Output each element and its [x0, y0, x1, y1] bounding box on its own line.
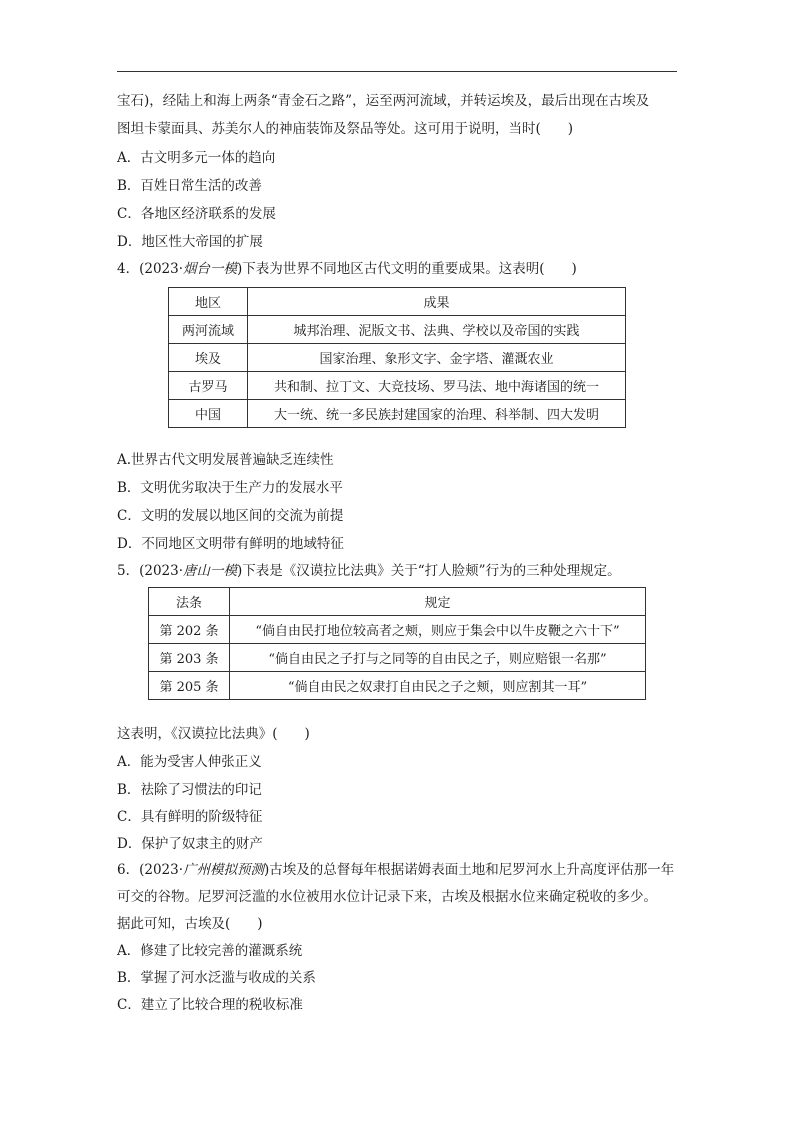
table-row	[169, 400, 626, 428]
table-header-cell: 成果	[248, 288, 626, 316]
table-cell: 中国	[169, 400, 248, 428]
header-rule	[117, 71, 677, 72]
table-cell: 大一统、统一多民族封建国家的治理、科举制、四大发明	[248, 400, 626, 428]
q4-number: 4．(2023·	[117, 261, 184, 277]
q3-stem-line-2: 图坦卡蒙面具、苏美尔人的神庙装饰及祭品等处。这可用于说明，当时( )	[117, 121, 574, 137]
q6-option-b: B．掌握了河水泛滥与收成的关系	[117, 970, 316, 986]
q5-option-b: B．祛除了习惯法的印记	[117, 782, 262, 798]
q4-option-d: D．不同地区文明带有鲜明的地域特征	[117, 536, 344, 552]
table-header-cell: 法条	[149, 588, 230, 616]
q6-option-c: C．建立了比较合理的税收标准	[117, 997, 303, 1013]
table-cell: “倘自由民之奴隶打自由民之子之颊，则应割其一耳”	[230, 672, 646, 700]
table-row	[149, 644, 646, 672]
table-header-cell: 地区	[169, 288, 248, 316]
q5-number: 5．(2023·	[117, 563, 184, 579]
q5-source: 唐山一模	[183, 563, 238, 579]
q3-option-c: C．各地区经济联系的发展	[117, 206, 276, 222]
table-header-row	[169, 288, 626, 316]
table-cell: 共和制、拉丁文、大竞技场、罗马法、地中海诸国的统一	[248, 372, 626, 400]
q5-option-a: A．能为受害人伸张正义	[117, 754, 262, 770]
q6-stem	[117, 860, 674, 880]
q5-question-line: 这表明，《汉谟拉比法典》( )	[117, 726, 310, 742]
q4-text: )下表为世界不同地区古代文明的重要成果。这表明( )	[237, 261, 577, 277]
q4-option-a: A.世界古代文明发展普遍缺乏连续性	[117, 452, 334, 468]
table-cell: 国家治理、象形文字、金字塔、灌溉农业	[248, 344, 626, 372]
q4-option-b: B．文明优劣取决于生产力的发展水平	[117, 480, 343, 496]
table-header-cell: 规定	[230, 588, 646, 616]
table-cell: 第 203 条	[149, 644, 230, 672]
q6-stem-line-3: 据此可知，古埃及( )	[117, 916, 263, 932]
q6-text: )古埃及的总督每年根据诺姆表面土地和尼罗河水上升高度评估那一年	[264, 862, 675, 878]
table-row	[169, 316, 626, 344]
q5-stem	[117, 561, 621, 581]
table-cell: “倘自由民打地位较高者之颊，则应于集会中以牛皮鞭之六十下”	[230, 616, 646, 644]
table-row	[149, 616, 646, 644]
q4-stem	[117, 259, 577, 279]
table-cell: 埃及	[169, 344, 248, 372]
q3-option-d: D．地区性大帝国的扩展	[117, 234, 263, 250]
q3-option-b: B．百姓日常生活的改善	[117, 178, 262, 194]
table-cell: 古罗马	[169, 372, 248, 400]
q6-source: 广州模拟预测	[183, 862, 265, 878]
q6-stem-line-2: 可交的谷物。尼罗河泛滥的水位被用水位计记录下来，古埃及根据水位来确定税收的多少。	[117, 889, 657, 905]
q5-text: )下表是《汉谟拉比法典》关于“打人脸颊”行为的三种处理规定。	[237, 563, 621, 579]
q3-option-a: A．古文明多元一体的趋向	[117, 150, 276, 166]
table-cell: 第 205 条	[149, 672, 230, 700]
q4-option-c: C．文明的发展以地区间的交流为前提	[117, 508, 344, 524]
table-row	[149, 672, 646, 700]
q6-option-a: A．修建了比较完善的灌溉系统	[117, 943, 303, 959]
table-cell: 第 202 条	[149, 616, 230, 644]
table-cell: 两河流域	[169, 316, 248, 344]
q3-stem-line-1: 宝石)，经陆上和海上两条“青金石之路”，运至两河流域，并转运埃及，最后出现在古埃及	[117, 93, 650, 109]
table-row	[169, 344, 626, 372]
q4-source: 烟台一模	[183, 261, 238, 277]
q5-option-c: C．具有鲜明的阶级特征	[117, 809, 263, 825]
table-q5	[148, 587, 646, 700]
table-row	[169, 372, 626, 400]
q5-option-d: D．保护了奴隶主的财产	[117, 836, 263, 852]
table-cell: “倘自由民之子打与之同等的自由民之子，则应赔银一名那”	[230, 644, 646, 672]
table-q4	[168, 287, 626, 428]
q6-number: 6．(2023·	[117, 862, 184, 878]
table-cell: 城邦治理、泥版文书、法典、学校以及帝国的实践	[248, 316, 626, 344]
table-header-row	[149, 588, 646, 616]
